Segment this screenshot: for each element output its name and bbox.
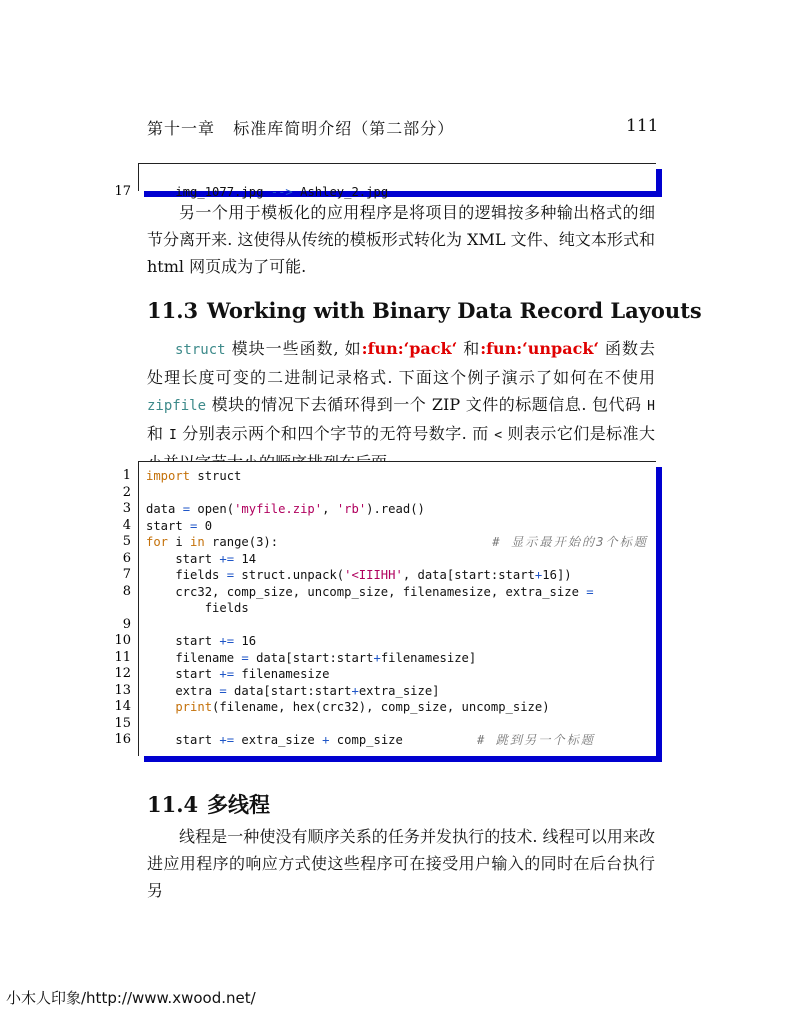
code-string: 'myfile.zip' [234, 502, 323, 516]
code-text: extra_size] [358, 683, 440, 698]
code-text: struct [190, 469, 242, 483]
text: 模块一些函数, 如 [225, 339, 362, 358]
code-text: comp_size [329, 733, 403, 747]
code-operator: = [190, 518, 198, 533]
code-line [122, 517, 656, 535]
line-number: 5 [122, 534, 131, 549]
code-ref: H [647, 399, 655, 414]
code-line [114, 649, 656, 667]
code-line [122, 583, 656, 601]
code-comment: # 跳到另一个标题 [477, 733, 595, 747]
code-text: crc32, comp_size, uncomp_size, filenamesize, extra_size [146, 584, 587, 599]
code-string: '<IIIHH' [344, 568, 403, 582]
code-operator: + [373, 650, 381, 665]
code-block-2 [114, 461, 656, 756]
line-number: 16 [114, 732, 131, 747]
code-line [114, 715, 656, 733]
text: 分别表示两个和四个字节的无符号数字. 而 [176, 424, 495, 443]
code-string: 'rb' [336, 502, 367, 516]
line-number: 7 [122, 567, 131, 582]
code-text: open( [190, 502, 235, 516]
code-line [122, 484, 656, 502]
code-text: start [146, 667, 220, 681]
line-number: 15 [114, 715, 131, 731]
code-operator: + [351, 683, 359, 698]
code-text: start [146, 733, 220, 747]
section-heading [147, 789, 270, 819]
code-line [114, 167, 656, 199]
code-text: data[start:start [226, 683, 352, 698]
code-line [114, 682, 656, 700]
code-text: range(3): [204, 535, 279, 549]
code-operator: = [241, 650, 249, 665]
code-text: i [168, 535, 191, 549]
code-text: , [322, 502, 337, 516]
section-number: 11.3 [147, 298, 199, 323]
code-text: start [146, 551, 220, 566]
code-text: Ashley_2.jpg [292, 184, 389, 199]
code-ref: struct [175, 342, 226, 358]
code-text: extra [146, 683, 220, 698]
line-number: 13 [114, 682, 131, 698]
code-keyword: for [146, 535, 169, 549]
code-text: fields [146, 601, 249, 615]
line-number: 9 [122, 616, 131, 632]
code-operator: --> [270, 184, 293, 199]
code-line [114, 732, 656, 749]
text: 则表示它们是标准大 [507, 424, 655, 443]
code-line [114, 633, 656, 650]
code-line [122, 550, 656, 568]
code-ref: I [168, 428, 177, 443]
code-number: 0 [197, 518, 213, 533]
code-ref: < [494, 428, 503, 443]
code-operator: + [534, 568, 543, 582]
code-number: 16 [542, 568, 557, 582]
code-operator: = [226, 568, 235, 582]
code-keyword: in [190, 535, 205, 549]
code-text: ).read() [366, 502, 425, 516]
function-ref: :fun:‘unpack‘ [480, 339, 599, 358]
code-operator: = [219, 683, 227, 698]
line-number: 17 [114, 183, 131, 199]
code-line [122, 616, 656, 634]
code-text: extra_size [234, 733, 323, 747]
code-text: start [146, 518, 191, 533]
code-text: data[start:start [248, 650, 374, 665]
code-number: 16 [234, 634, 257, 648]
code-line [122, 567, 656, 584]
code-operator: += [219, 551, 235, 566]
function-ref: :fun:‘pack‘ [361, 339, 458, 358]
code-block-1 [114, 163, 656, 199]
code-operator: = [182, 502, 191, 516]
code-text: filename [146, 650, 242, 665]
code-text: start [146, 634, 220, 648]
code-keyword: print [146, 700, 213, 714]
code-line [114, 699, 656, 716]
code-operator: += [219, 667, 235, 681]
line-number: 12 [114, 666, 131, 681]
chapter-header: 第十一章 标准库简明介绍（第二部分） [147, 119, 455, 138]
line-number: 8 [122, 583, 131, 599]
footer-watermark: 小木人印象/http://www.xwood.net/ [6, 989, 256, 1007]
code-operator: = [586, 584, 594, 599]
line-number: 11 [114, 649, 131, 665]
line-number: 1 [122, 468, 131, 483]
section-number: 11.4 [147, 792, 199, 817]
code-line [122, 534, 656, 551]
code-text: data [146, 502, 183, 516]
code-text: fields [146, 568, 227, 582]
code-text: filenamesize [234, 667, 330, 681]
section-title: 多线程 [207, 792, 270, 817]
text: 和 [457, 339, 481, 358]
paragraph: 线程是一种使没有顺序关系的任务并发执行的技术. 线程可以用来改进应用程序的响应方式使这些程序可在接受用户输入的同时在后台执行另 [147, 827, 655, 900]
line-number: 6 [122, 550, 131, 566]
code-text: img_1077.jpg [175, 184, 271, 199]
code-keyword: import [146, 469, 191, 483]
code-line [122, 468, 656, 485]
section-title: Working with Binary Data Record Layouts [207, 298, 702, 323]
line-number: 3 [122, 501, 131, 516]
paragraph [147, 335, 655, 476]
code-ref: zipfile [147, 398, 207, 414]
code-text: filenamesize] [380, 650, 477, 665]
line-number: 10 [114, 633, 131, 648]
code-text: struct.unpack( [234, 568, 345, 582]
code-operator: += [219, 634, 235, 648]
code-operator: += [219, 733, 235, 747]
code-line [114, 666, 656, 683]
line-number: 2 [122, 484, 131, 500]
text: 函数去处理长度可变的二进制记录格式. 下面这个例子演示了如何在不使用 [147, 339, 655, 387]
code-text: ]) [556, 568, 572, 582]
code-comment: # 显示最开始的3个标题 [492, 535, 648, 549]
code-text: (filename, hex(crc32), comp_size, uncomp_size) [212, 700, 550, 714]
text: 和 [147, 424, 169, 443]
paragraph: 另一个用于模板化的应用程序是将项目的逻辑按多种输出格式的细节分离开来. 这使得从传统的模板形式转化为 XML 文件、纯文本形式和 html 网页成为了可能. [147, 203, 655, 276]
code-number: 14 [234, 551, 257, 566]
code-text: , data[start:start [402, 568, 535, 582]
line-number: 4 [122, 517, 131, 533]
code-line [122, 501, 656, 518]
code-operator: + [322, 733, 330, 747]
section-heading [147, 298, 702, 323]
text: 模块的情况下去循环得到一个 ZIP 文件的标题信息. 包代码 [206, 395, 648, 414]
page-number: 111 [626, 116, 659, 136]
line-number: 14 [114, 699, 131, 714]
code-line [139, 600, 656, 617]
